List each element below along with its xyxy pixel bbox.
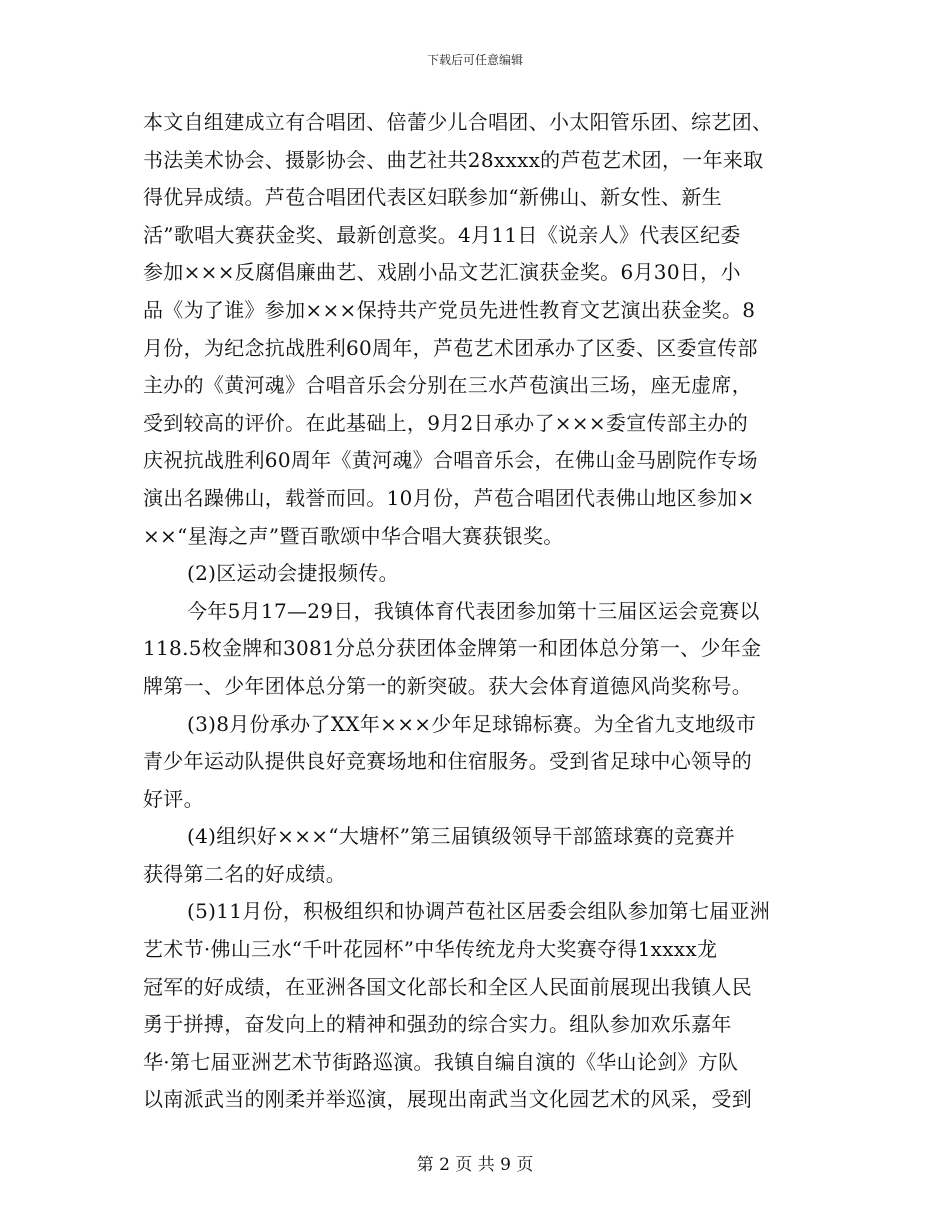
body-line: 青少年运动队提供良好竞赛场地和住宿服务。受到省足球中心领导的 (143, 749, 752, 774)
body-line: 牌第一、少年团体总分第一的新突破。获大会体育道德风尚奖称号。 (143, 673, 752, 698)
body-line: 参加×××反腐倡廉曲艺、戏剧小品文艺汇演获金奖。6月30日，小 (143, 260, 741, 285)
section-heading: (2)区运动会捷报频传。 (187, 561, 399, 586)
body-line: 华·第七届亚洲艺术节街路巡演。我镇自编自演的《华山论剑》方队 (143, 1049, 739, 1074)
body-line: 好评。 (143, 786, 204, 811)
body-line: 庆祝抗战胜利60周年《黄河魂》合唱音乐会，在佛山金马剧院作专场 (143, 448, 758, 473)
body-line: (3)8月份承办了XX年×××少年足球锦标赛。为全省九支地级市 (187, 711, 757, 736)
body-line: 艺术节·佛山三水“千叶花园杯”中华传统龙舟大奖赛夺得1xxxx龙 (143, 937, 718, 962)
body-line: (4)组织好×××“大塘杯”第三届镇级领导干部篮球赛的竞赛并 (187, 824, 736, 849)
body-line: 演出名躁佛山，载誉而回。10月份，芦苞合唱团代表佛山地区参加× (143, 485, 755, 510)
page-header: 下载后可任意编辑 (426, 53, 523, 67)
body-line: 主办的《黄河魂》合唱音乐会分别在三水芦苞演出三场，座无虚席， (143, 373, 752, 398)
body-line: 118.5枚金牌和3081分总分获团体金牌第一和团体总分第一、少年金 (143, 636, 762, 661)
body-line: 得优异成绩。芦苞合唱团代表区妇联参加“新佛山、新女性、新生 (143, 185, 722, 210)
page-number: 第 2 页 共 9 页 (416, 1155, 534, 1175)
body-line: (5)11月份，积极组织和协调芦苞社区居委会组队参加第七届亚洲 (187, 899, 771, 924)
body-line: 受到较高的评价。在此基础上，9月2日承办了×××委宣传部主办的 (143, 410, 749, 435)
body-line: 冠军的好成绩，在亚洲各国文化部长和全区人民面前展现出我镇人民 (143, 974, 752, 999)
body-line: 今年5月17—29日，我镇体育代表团参加第十三届区运会竞赛以 (187, 598, 760, 623)
body-line: 品《为了谁》参加×××保持共产党员先进性教育文艺演出获金奖。8 (143, 297, 756, 322)
body-line: ××“星海之声”暨百歌颂中华合唱大赛获银奖。 (143, 523, 564, 548)
body-line: 以南派武当的刚柔并举巡演，展现出南武当文化园艺术的风采，受到 (143, 1087, 752, 1112)
body-line: 活”歌唱大赛获金奖、最新创意奖。4月11日《说亲人》代表区纪委 (143, 222, 741, 247)
body-line: 勇于拼搏，奋发向上的精神和强劲的综合实力。组队参加欢乐嘉年 (143, 1012, 732, 1037)
body-line: 书法美术协会、摄影协会、曲艺社共28xxxx的芦苞艺术团，一年来取 (143, 147, 764, 172)
document-body (143, 104, 811, 1119)
body-line: 月份，为纪念抗战胜利60周年，芦苞艺术团承办了区委、区委宣传部 (143, 335, 758, 360)
body-line: 获得第二名的好成绩。 (143, 861, 346, 886)
body-line: 本文自组建成立有合唱团、倍蕾少儿合唱团、小太阳管乐团、综艺团、 (143, 110, 773, 134)
